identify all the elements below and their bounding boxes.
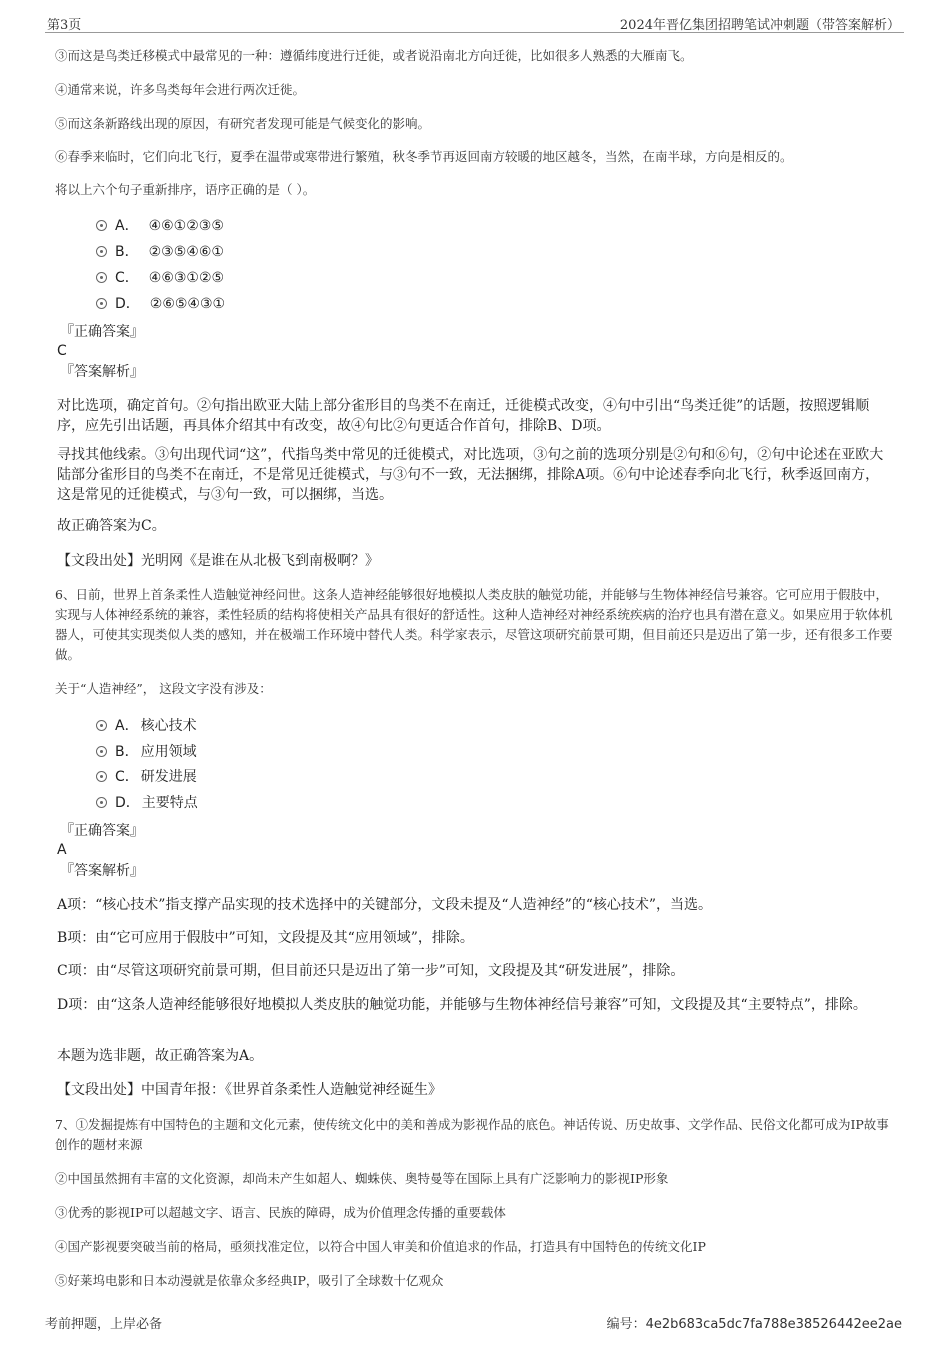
q5-prompt: 将以上六个句子重新排序，语序正确的是（ ）。 — [55, 182, 316, 197]
q5-option-c[interactable]: C． ④⑥③①②⑤ — [96, 268, 224, 288]
q5-analysis-1: 对比选项，确定首句。②句指出欧亚大陆上部分雀形目的鸟类不在南迁，迁徙模式改变，④句中引出“鸟类迁徙”的话题，按照逻辑顺序，应先引出话题，再具体介绍其中有改变，故④句比②句更适合作首句，排除B、D项。 — [57, 398, 870, 434]
q6-source: 【文段出处】中国青年报：《世界首条柔性人造触觉神经诞生》 — [57, 1082, 442, 1098]
q6-answer: A — [57, 842, 67, 858]
q6-analysis-c: C项：由“尽管这项研究前景可期，但目前还只是迈出了第一步”可知，文段提及其“研发进展”，排除。 — [57, 963, 685, 979]
q7-sentence-5: ⑤好莱坞电影和日本动漫就是依靠众多经典IP，吸引了全球数十亿观众 — [55, 1273, 444, 1288]
q6-stem: 6、日前，世界上首条柔性人造触觉神经问世。这条人造神经能够很好地模拟人类皮肤的触觉功能，并能够与生物体神经信号兼容。它可应用于假肢中，实现与人体神经系统的兼容，柔性轻质的结构将使相关产品具有很好的舒适性。这种人造神经对神经系统疾病的治疗也具有潜在意义。如果应用于软体机器人，可使其实现类似人类的感知，并在极端工作环境中替代人类。科学家表示，尽管这项研究前景可期，但目前还只是迈出了第一步，还有很多工作要做。 — [55, 587, 893, 662]
page-footer — [45, 1313, 904, 1335]
q6-option-b[interactable]: B． 应用领域 — [96, 742, 197, 762]
q5-analysis-2: 寻找其他线索。③句出现代词“这”，代指鸟类中常见的迁徙模式，对比选项，③句之前的选项分别是②句和⑥句，②句中论述在亚欧大陆部分雀形目的鸟类不在南迁，不是常见迁徙模式，与③句不一致，无法捆绑，排除A项。⑥句中论述春季向北飞行，秋季返回南方，这是常见的迁徙模式，与③句一致，可以捆绑，当选。 — [57, 447, 884, 503]
q5-source: 【文段出处】光明网《是谁在从北极飞到南极啊？》 — [57, 553, 379, 569]
radio-icon[interactable] — [96, 272, 107, 283]
page-header — [45, 12, 904, 33]
q5-answer: C — [57, 343, 67, 359]
q5-sentence-3: ③而这是鸟类迁移模式中最常见的一种：遵循纬度进行迁徙，或者说沿南北方向迁徙，比如很多人熟悉的大雁南飞。 — [55, 48, 693, 63]
q7-sentence-2: ②中国虽然拥有丰富的文化资源，却尚未产生如超人、蜘蛛侠、奥特曼等在国际上具有广泛影响力的影视IP形象 — [55, 1171, 669, 1186]
radio-icon[interactable] — [96, 298, 107, 309]
q6-analysis-a: A项：“核心技术”指支撑产品实现的技术选择中的关键部分，文段未提及“人造神经”的“核心技术”，当选。 — [57, 897, 713, 913]
q5-analysis-3: 故正确答案为C。 — [57, 518, 166, 534]
q6-analysis-conclusion: 本题为选非题，故正确答案为A。 — [57, 1048, 264, 1064]
q7-sentence-4: ④国产影视要突破当前的格局，亟须找准定位，以符合中国人审美和价值追求的作品，打造具有中国特色的传统文化IP — [55, 1239, 706, 1254]
q6-option-c[interactable]: C． 研发进展 — [96, 767, 197, 787]
q6-analysis-heading: 『答案解析』 — [60, 863, 144, 879]
radio-icon[interactable] — [96, 797, 107, 808]
q7-sentence-3: ③优秀的影视IP可以超越文字、语言、民族的障碍，成为价值理念传播的重要载体 — [55, 1205, 506, 1220]
q5-answer-heading: 『正确答案』 — [60, 324, 144, 340]
q5-analysis-heading: 『答案解析』 — [60, 364, 144, 380]
footer-slogan: 考前押题，上岸必备 — [45, 1317, 163, 1332]
q5-sentence-5: ⑤而这条新路线出现的原因，有研究者发现可能是气候变化的影响。 — [55, 116, 431, 131]
radio-icon[interactable] — [96, 771, 107, 782]
q5-sentence-4: ④通常来说，许多鸟类每年会进行两次迁徙。 — [55, 82, 306, 97]
q6-option-a[interactable]: A． 核心技术 — [96, 716, 197, 736]
q5-option-b[interactable]: B． ②③⑤④⑥① — [96, 242, 224, 262]
radio-icon[interactable] — [96, 246, 107, 257]
q6-option-d[interactable]: D． 主要特点 — [96, 793, 198, 813]
q5-option-d[interactable]: D． ②⑥⑤④③① — [96, 294, 225, 314]
q6-analysis-d: D项：由“这条人造神经能够很好地模拟人类皮肤的触觉功能，并能够与生物体神经信号兼容”可知，文段提及其“主要特点”，排除。 — [57, 997, 867, 1013]
document-title: 2024年晋亿集团招聘笔试冲刺题（带答案解析） — [619, 18, 900, 33]
q6-analysis-b: B项：由“它可应用于假肢中”可知，文段提及其“应用领域”，排除。 — [57, 930, 474, 946]
radio-icon[interactable] — [96, 220, 107, 231]
radio-icon[interactable] — [96, 720, 107, 731]
q5-option-a[interactable]: A． ④⑥①②③⑤ — [96, 216, 224, 236]
q7-sentence-1: 7、①发掘提炼有中国特色的主题和文化元素，使传统文化中的美和善成为影视作品的底色。神话传说、历史故事、文学作品、民俗文化都可成为IP故事创作的题材来源 — [55, 1117, 889, 1152]
radio-icon[interactable] — [96, 746, 107, 757]
q6-prompt: 关于“人造神经”， 这段文字没有涉及： — [55, 681, 272, 696]
q5-sentence-6: ⑥春季来临时，它们向北飞行，夏季在温带或寒带进行繁殖，秋冬季节再返回南方较暖的地区越冬，当然，在南半球，方向是相反的。 — [55, 149, 793, 164]
q6-answer-heading: 『正确答案』 — [60, 823, 144, 839]
document-code: 编号：4e2b683ca5dc7fa788e38526442ee2ae — [606, 1317, 902, 1332]
page-number: 第3页 — [47, 18, 82, 33]
